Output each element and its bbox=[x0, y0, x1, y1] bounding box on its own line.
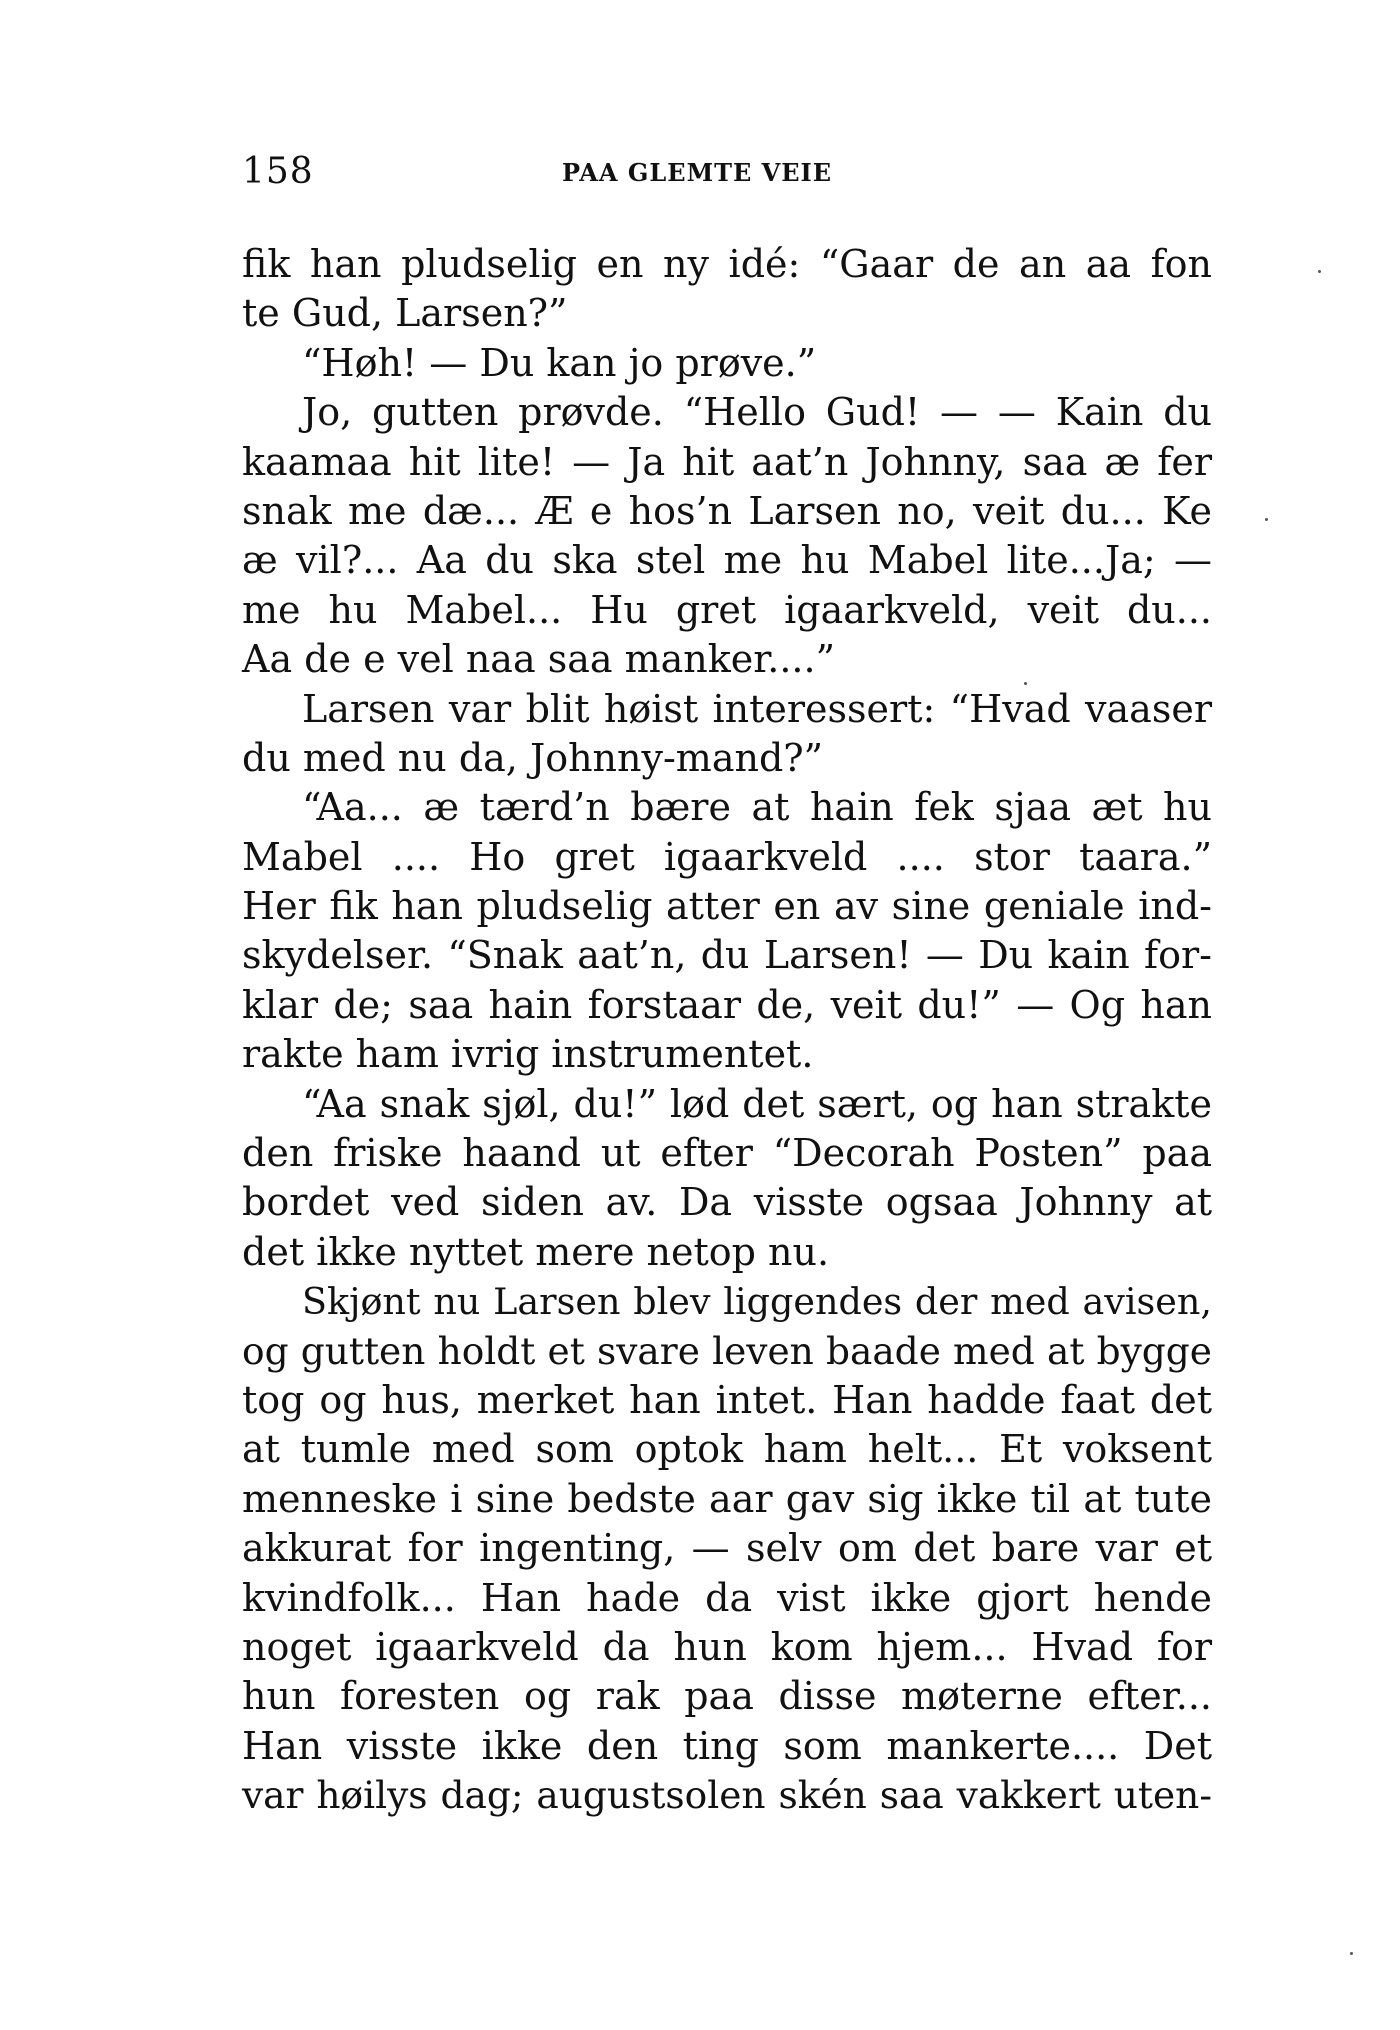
text-line: snak me dæ... Æ e hos’n Larsen no, veit du... Ke bbox=[242, 488, 1212, 533]
text-line: menneske i sine bedste aar gav sig ikke til at tute bbox=[242, 1476, 1212, 1521]
text-line: te Gud, Larsen?” bbox=[242, 291, 568, 336]
text-line: det ikke nyttet mere netop nu. bbox=[242, 1229, 830, 1274]
text-line: hun foresten og rak paa disse møterne efter... bbox=[242, 1674, 1212, 1719]
text-line: kaamaa hit lite! — Ja hit aat’n Johnny, saa æ fer bbox=[242, 439, 1212, 484]
text-line: og gutten holdt et svare leven baade med at bygge bbox=[242, 1328, 1212, 1373]
text-line: klar de; saa hain forstaar de, veit du!” — Og han bbox=[242, 982, 1212, 1027]
text-line: kvindfolk... Han hade da vist ikke gjort hende bbox=[242, 1575, 1212, 1620]
paper-speck bbox=[1318, 270, 1321, 273]
text-line: Larsen var blit høist interessert: “Hvad vaaser bbox=[302, 686, 1212, 731]
paper-speck bbox=[1024, 682, 1027, 685]
text-line: me hu Mabel... Hu gret igaarkveld, veit du... bbox=[242, 587, 1212, 632]
paper-speck bbox=[1265, 518, 1268, 521]
text-line: du med nu da, Johnny-mand?” bbox=[242, 735, 824, 780]
text-line: Mabel .... Ho gret igaarkveld .... stor taara.” bbox=[242, 834, 1212, 879]
text-line: Jo, gutten prøvde. “Hello Gud! — — Kain du bbox=[302, 390, 1212, 435]
text-line: skydelser. “Snak aat’n, du Larsen! — Du kain for- bbox=[242, 933, 1212, 978]
text-line: “Høh! — Du kan jo prøve.” bbox=[302, 340, 817, 385]
text-line: Skjønt nu Larsen blev liggendes der med avisen, bbox=[302, 1280, 1212, 1324]
text-line: Her fik han pludselig atter en av sine geniale ind- bbox=[242, 884, 1212, 929]
text-line: fik han pludselig en ny idé: “Gaar de an aa fon bbox=[242, 242, 1212, 286]
page-number: 158 bbox=[242, 151, 314, 192]
text-line: den friske haand ut efter “Decorah Posten” paa bbox=[242, 1131, 1212, 1176]
text-line: at tumle med som optok ham helt... Et voksent bbox=[242, 1427, 1212, 1472]
text-line: Aa de e vel naa saa manker....” bbox=[242, 637, 835, 682]
text-line: tog og hus, merket han intet. Han hadde faat det bbox=[242, 1377, 1212, 1422]
text-line: “Aa... æ tærd’n bære at hain fek sjaa æt hu bbox=[302, 785, 1212, 830]
running-head bbox=[242, 152, 1212, 202]
text-line: Han visste ikke den ting som mankerte.... Det bbox=[242, 1723, 1212, 1768]
text-line: bordet ved siden av. Da visste ogsaa Johnny at bbox=[242, 1180, 1212, 1225]
paper-speck bbox=[1350, 1952, 1353, 1955]
text-line: noget igaarkveld da hun kom hjem... Hvad for bbox=[242, 1624, 1212, 1669]
text-line: var høilys dag; augustsolen skén saa vakkert uten- bbox=[242, 1773, 1212, 1818]
text-line: akkurat for ingenting, — selv om det bare var et bbox=[242, 1526, 1212, 1571]
running-title: PAA GLEMTE VEIE bbox=[562, 158, 833, 187]
text-line: rakte ham ivrig instrumentet. bbox=[242, 1032, 814, 1077]
text-line: æ vil?... Aa du ska stel me hu Mabel lite...Ja; — bbox=[242, 538, 1212, 583]
body-text bbox=[242, 240, 1212, 1821]
text-line: “Aa snak sjøl, du!” lød det sært, og han strakte bbox=[302, 1081, 1212, 1126]
